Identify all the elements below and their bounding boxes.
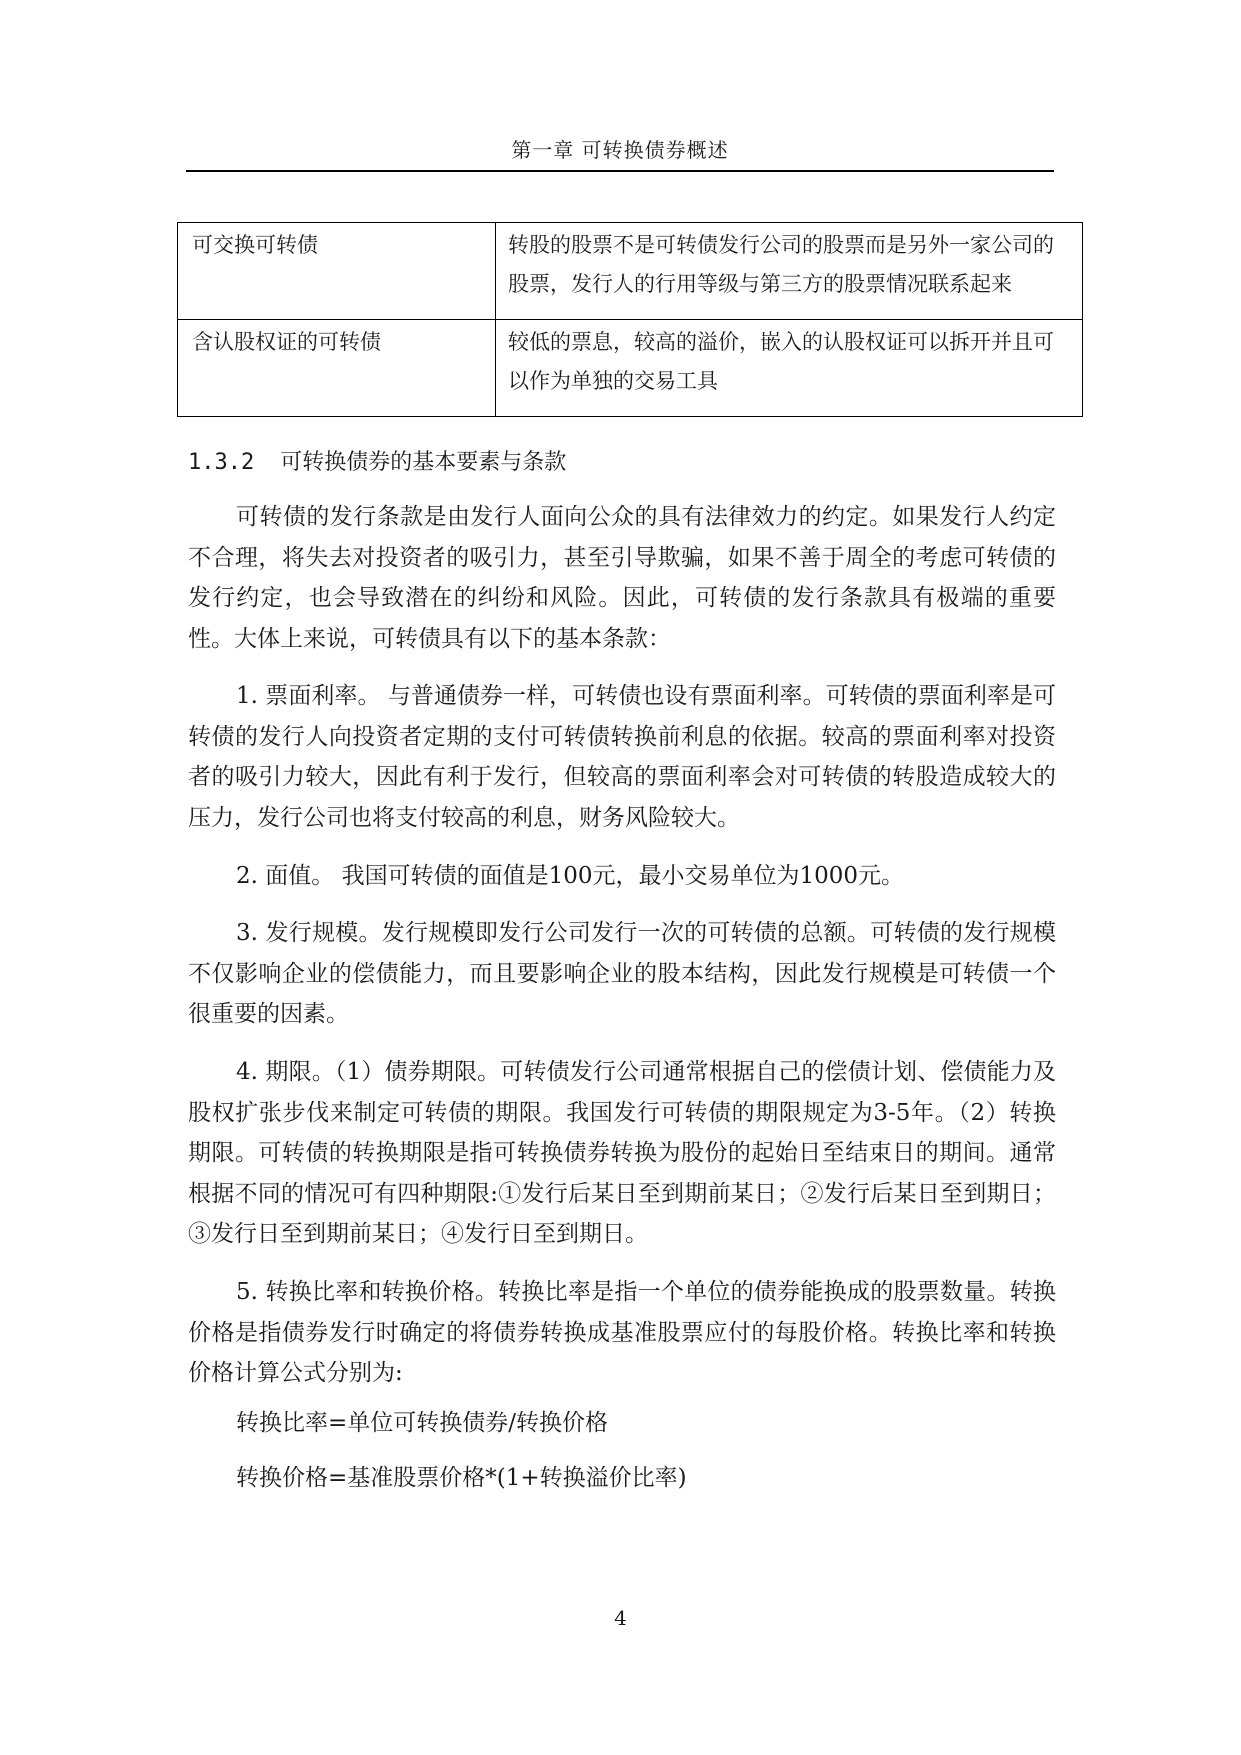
table-row xyxy=(178,320,1083,417)
page-header xyxy=(186,136,1054,172)
paragraph-term: 4. 期限。（1）债券期限。可转债发行公司通常根据自己的偿债计划、偿债能力及股权扩张步伐来制定可转债的期限。我国发行可转债的期限规定为3-5年。（2）转换期限。可转债的转换期限是指可转换债券转换为股份的起始日至结束日的期间。通常根据不同的情况可有四种期限:①发行后某日至到期前某日；②发行后某日至到期日；③发行日至到期前某日；④发行日至到期日。 xyxy=(188,1059,1056,1247)
section-number: 1.3.2 xyxy=(188,450,255,475)
table-row xyxy=(178,223,1083,320)
table-cell-type: 可交换可转债 xyxy=(178,223,496,320)
table-cell-type: 含认股权证的可转债 xyxy=(178,320,496,417)
formula-conversion-price: 转换价格=基准股票价格*(1+转换溢价比率) xyxy=(236,1465,687,1491)
table-cell-description: 转股的股票不是可转债发行公司的股票而是另外一家公司的股票，发行人的行用等级与第三方的股票情况联系起来 xyxy=(496,223,1083,320)
paragraph-face-value: 2. 面值。 我国可转债的面值是100元，最小交易单位为1000元。 xyxy=(236,863,904,889)
paragraph-conversion: 5. 转换比率和转换价格。转换比率是指一个单位的债券能换成的股票数量。转换价格是指债券发行时确定的将债券转换成基准股票应付的每股价格。转换比率和转换价格计算公式分别为: xyxy=(188,1279,1056,1386)
intro-paragraph: 可转债的发行条款是由发行人面向公众的具有法律效力的约定。如果发行人约定不合理，将失去对投资者的吸引力，甚至引导欺骗，如果不善于周全的考虑可转债的发行约定，也会导致潜在的纠纷和风险。因此，可转债的发行条款具有极端的重要性。大体上来说，可转债具有以下的基本条款： xyxy=(188,504,1056,652)
table-cell-description: 较低的票息，较高的溢价，嵌入的认股权证可以拆开并且可以作为单独的交易工具 xyxy=(496,320,1083,417)
chapter-title: 第一章 可转换债券概述 xyxy=(511,138,729,162)
paragraph-issue-size: 3. 发行规模。发行规模即发行公司发行一次的可转债的总额。可转债的发行规模不仅影响企业的偿债能力，而且要影响企业的股本结构，因此发行规模是可转债一个很重要的因素。 xyxy=(188,920,1056,1027)
formula-conversion-ratio: 转换比率=单位可转换债券/转换价格 xyxy=(236,1410,609,1436)
section-heading xyxy=(188,448,566,478)
section-title: 可转换债券的基本要素与条款 xyxy=(280,450,567,475)
page-number: 4 xyxy=(614,1606,627,1630)
paragraph-coupon-rate: 1. 票面利率。 与普通债券一样，可转债也设有票面利率。可转债的票面利率是可转债的发行人向投资者定期的支付可转债转换前利息的依据。较高的票面利率对投资者的吸引力较大，因此有利于发行，但较高的票面利率会对可转债的转股造成较大的压力，发行公司也将支付较高的利息，财务风险较大。 xyxy=(188,683,1056,831)
bond-type-table xyxy=(177,222,1083,417)
